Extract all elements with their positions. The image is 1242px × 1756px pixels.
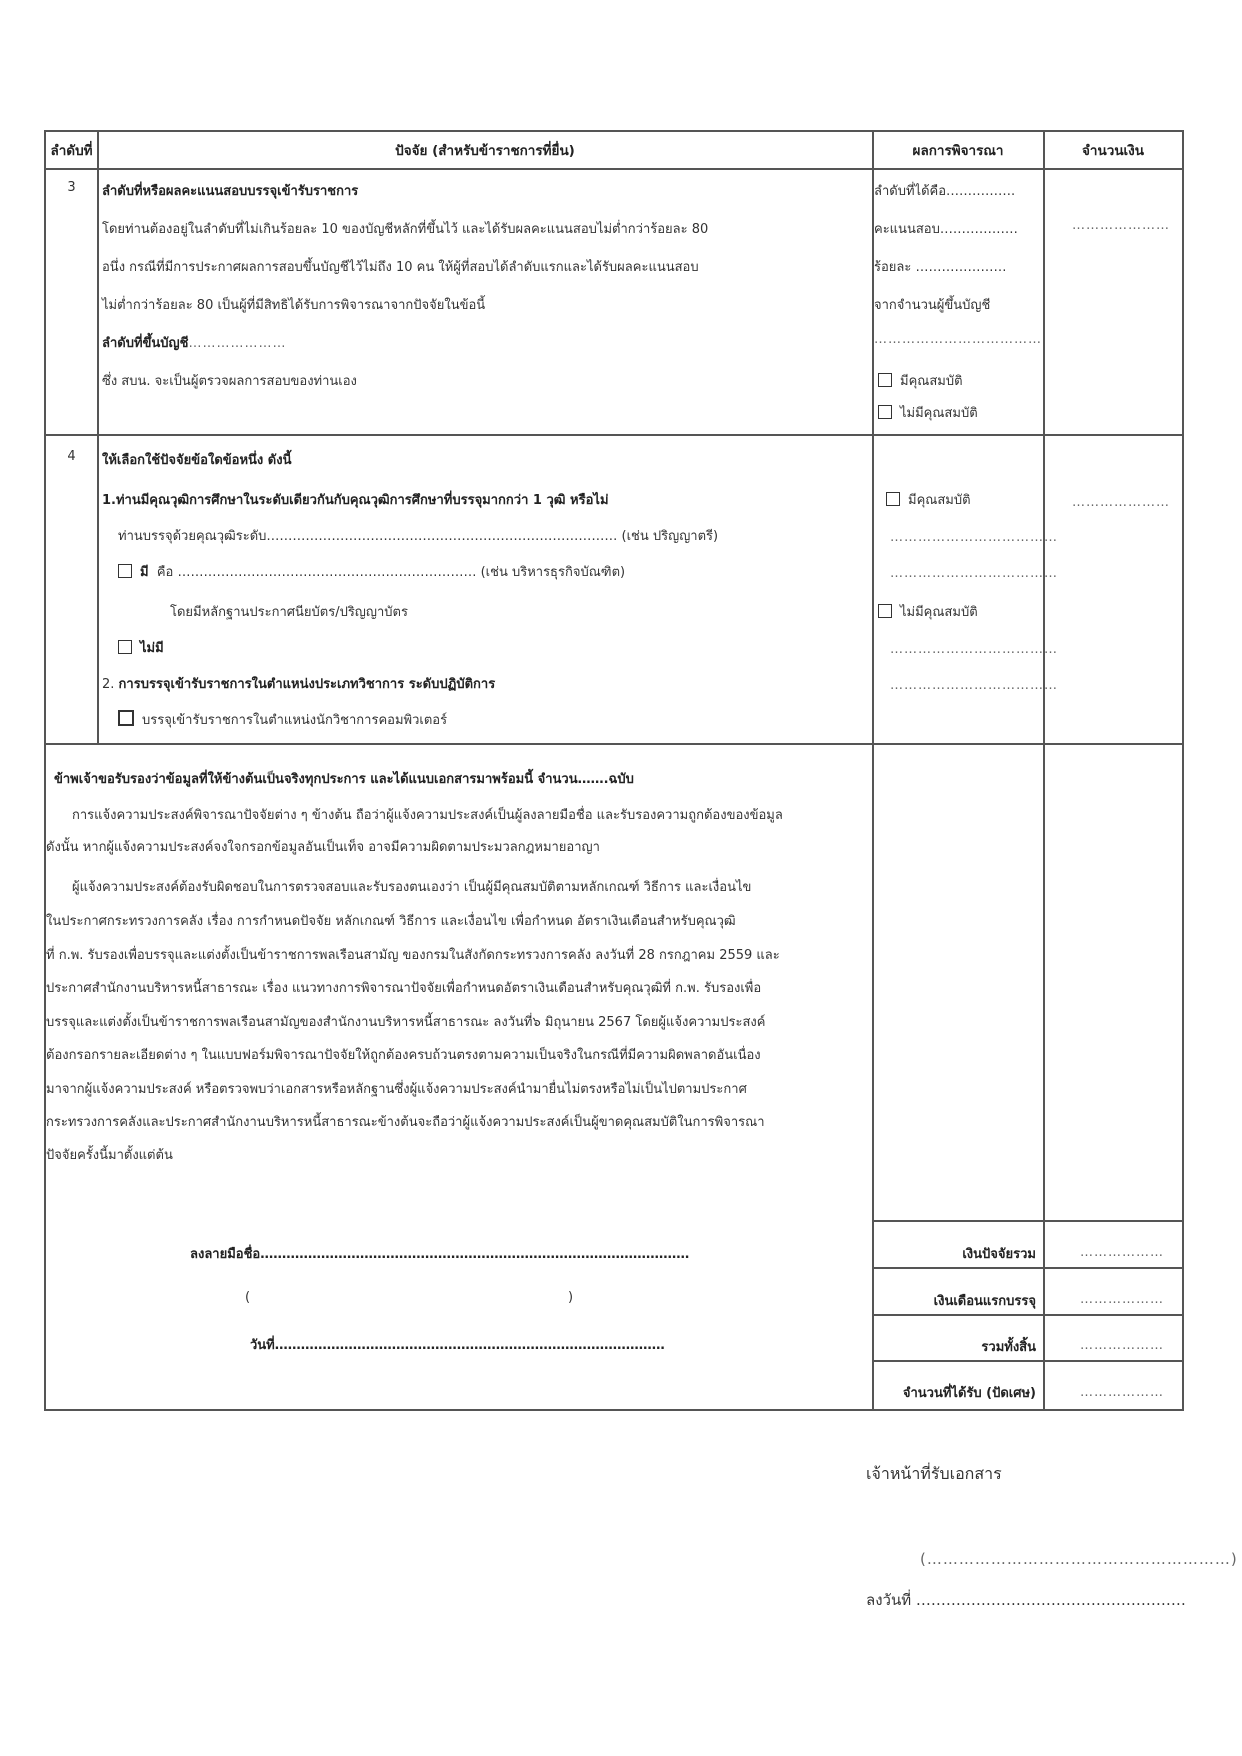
row4-has-checkbox[interactable] (118, 564, 132, 578)
signature-paren-open: ( (245, 1290, 251, 1305)
cert-p2-line9: ปัจจัยครั้งนี้มาตั้งแต่ต้น (46, 1148, 173, 1163)
row4-no: 4 (67, 449, 76, 464)
header-factor: ปัจจัย (สำหรับข้าราชการที่ยื่น) (395, 143, 575, 159)
row4-has-label: มี (140, 565, 149, 580)
row4-has-option[interactable] (118, 561, 625, 582)
grand-total-label: รวมทั้งสิ้น (981, 1340, 1036, 1355)
cert-p2-line5: บรรจุและแต่งตั้งเป็นข้าราชการพลเรือนสามัญของสำนักงานบริหารหนี้สาธารณะ ลงวันที่๖ มิถุนายน 2567 โดยผู้แจ้งความประสงค์ (46, 1015, 766, 1030)
row4-qualified-label: มีคุณสมบัติ (908, 493, 971, 508)
row3-rank-dots: ………………… (188, 336, 287, 351)
row3-qualified-checkbox[interactable] (878, 373, 892, 387)
row4-not-qualified-option[interactable] (878, 601, 978, 622)
row4-edu-line[interactable]: ท่านบรรจุด้วยคุณวุฒิระดับ……………………………………………………………………… (เช่น ปริญญาตรี) (118, 529, 719, 544)
row4-title: ให้เลือกใช้ปัจจัยข้อใดข้อหนึ่ง ดังนี้ (102, 453, 292, 468)
row4-result-dots-4[interactable]: ……………………………… (890, 678, 1058, 693)
row3-line3: ไม่ต่ำกว่าร้อยละ 80 เป็นผู้ที่มีสิทธิได้รับการพิจารณาจากปัจจัยในข้อนี้ (102, 298, 486, 313)
cert-p1-line1: การแจ้งความประสงค์พิจารณาปัจจัยต่าง ๆ ข้างต้น ถือว่าผู้แจ้งความประสงค์เป็นผู้ลงลายมือชื่อ และรับรองความถูกต้องของข้อมูล (72, 808, 783, 823)
row4-qualified-option[interactable] (886, 489, 971, 510)
first-salary-field[interactable]: ……………… (1080, 1292, 1164, 1307)
row3-no: 3 (67, 180, 76, 195)
row4-no-checkbox[interactable] (118, 640, 132, 654)
row4-item2 (102, 673, 495, 694)
header-amount: จำนวนเงิน (1082, 143, 1144, 159)
row4-amount-field[interactable]: ………………… (1072, 495, 1170, 510)
grand-total-field[interactable]: ……………… (1080, 1338, 1164, 1353)
officer-sign-line[interactable]: (…………………………………………………) (920, 1550, 1238, 1568)
row3-line2: อนึ่ง กรณีที่มีการประกาศผลการสอบขึ้นบัญชีไว้ไม่ถึง 10 คน ให้ผู้ที่สอบได้ลำดับแรกและได้รับผลคะแนนสอบ (102, 260, 699, 275)
row3-line1: โดยท่านต้องอยู่ในลำดับที่ไม่เกินร้อยละ 10 ของบัญชีหลักที่ขึ้นไว้ และได้รับผลคะแนนสอบไม่ต่ำกว่าร้อยละ 80 (102, 222, 709, 237)
officer-title: เจ้าหน้าที่รับเอกสาร (866, 1464, 1002, 1483)
row3-not-qualified-checkbox[interactable] (878, 405, 892, 419)
row3-rank-label: ลำดับที่ขึ้นบัญชี (102, 336, 189, 351)
row3-result-rank[interactable]: ลำดับที่ได้คือ……………. (874, 184, 1016, 199)
total-factor-label: เงินปัจจัยรวม (962, 1247, 1036, 1262)
cert-p2-line6: ต้องกรอกรายละเอียดต่าง ๆ ในแบบฟอร์มพิจารณาปัจจัยให้ถูกต้องครบถ้วนตรงตามความเป็นจริงในกรณีที่มีความผิดพลาดอันเนื่อง (46, 1048, 761, 1063)
officer-date-line[interactable]: ลงวันที่ ……………………………………………… (866, 1591, 1186, 1609)
row4-item2-text: การบรรจุเข้ารับราชการในตำแหน่งประเภทวิชาการ ระดับปฏิบัติการ (118, 677, 496, 692)
row3-not-qualified-label: ไม่มีคุณสมบัติ (900, 406, 978, 421)
cert-p1-line2: ดังนั้น หากผู้แจ้งความประสงค์จงใจกรอกข้อมูลอันเป็นเท็จ อาจมีความผิดตามประมวลกฎหมายอาญา (46, 840, 600, 855)
row3-not-qualified-option[interactable] (878, 402, 978, 423)
row3-result-percent[interactable]: ร้อยละ ………………… (874, 260, 1007, 275)
header-no: ลำดับที่ (50, 143, 93, 159)
header-result: ผลการพิจารณา (912, 143, 1004, 159)
signature-date-line[interactable]: วันที่……………………………………………………………………………… (250, 1338, 665, 1353)
row3-amount-field[interactable]: ………………… (1072, 218, 1170, 233)
row4-result-dots-1[interactable]: ……………………………… (890, 530, 1058, 545)
row3-qualified-label: มีคุณสมบัติ (900, 374, 963, 389)
row4-not-qualified-label: ไม่มีคุณสมบัติ (900, 605, 978, 620)
first-salary-label: เงินเดือนแรกบรรจุ (933, 1294, 1036, 1309)
cert-p2-line3: ที่ ก.พ. รับรองเพื่อบรรจุและแต่งตั้งเป็นข้าราชการพลเรือนสามัญ ของกรมในสังกัดกระทรวงการคลัง ลงวันที่ 28 กรกฎาคม 2559 และ (46, 948, 780, 963)
row3-title: ลำดับที่หรือผลคะแนนสอบบรรจุเข้ารับราชการ (102, 184, 359, 199)
row3-result-score[interactable]: คะแนนสอบ……………… (874, 222, 1018, 237)
cert-p2-line4: ประกาศสำนักงานบริหารหนี้สาธารณะ เรื่อง แนวทางการพิจารณาปัจจัยเพื่อกำหนดอัตราเงินเดือนสำหรับคุณวุฒิที่ ก.พ. รับรองเพื่อ (46, 981, 762, 996)
row4-qualified-checkbox[interactable] (886, 492, 900, 506)
total-factor-field[interactable]: ……………… (1080, 1245, 1164, 1260)
cert-p2-line8: กระทรวงการคลังและประกาศสำนักงานบริหารหนี้สาธารณะข้างต้นจะถือว่าผู้แจ้งความประสงค์เป็นผู้ขาดคุณสมบัติในการพิจารณา (46, 1115, 765, 1130)
row4-item2-option[interactable] (118, 709, 447, 730)
received-label: จำนวนที่ได้รับ (ปัดเศษ) (902, 1386, 1036, 1401)
row4-has-line: คือ …………………………………………………………… (เช่น บริหารธุรกิจบัณฑิต) (156, 565, 626, 580)
row3-qualified-option[interactable] (878, 370, 963, 391)
cert-title: ข้าพเจ้าขอรับรองว่าข้อมูลที่ให้ข้างต้นเป็นจริงทุกประการ และได้แนบเอกสารมาพร้อมนี้ จำนวน…….ฉบับ (54, 772, 634, 787)
row4-result-dots-3[interactable]: ……………………………… (890, 642, 1058, 657)
cert-p2-line1: ผู้แจ้งความประสงค์ต้องรับผิดชอบในการตรวจสอบและรับรองตนเองว่า เป็นผู้มีคุณสมบัติตามหลักเกณฑ์ วิธีการ และเงื่อนไข (72, 880, 752, 895)
row4-no-label: ไม่มี (140, 641, 164, 656)
signature-line[interactable]: ลงลายมือชื่อ……………………………………………………………………………………… (190, 1247, 690, 1262)
received-field[interactable]: ……………… (1080, 1385, 1164, 1400)
row3-note: ซึ่ง สบน. จะเป็นผู้ตรวจผลการสอบของท่านเอง (102, 374, 357, 389)
row4-item2-prefix: 2. (102, 677, 115, 692)
row4-evidence: โดยมีหลักฐานประกาศนียบัตร/ปริญญาบัตร (170, 605, 408, 620)
cert-p2-line7: มาจากผู้แจ้งความประสงค์ หรือตรวจพบว่าเอกสารหรือหลักฐานซึ่งผู้แจ้งความประสงค์นำมายื่นไม่ตรงหรือไม่เป็นไปตามประกาศ (46, 1082, 747, 1097)
row3-result-from: จากจำนวนผู้ขึ้นบัญชี (874, 298, 991, 313)
row3-result-dots[interactable]: ……………………………… (874, 332, 1042, 347)
row4-item1: 1.ท่านมีคุณวุฒิการศึกษาในระดับเดียวกันกับคุณวุฒิการศึกษาที่บรรจุมากกว่า 1 วุฒิ หรือไม่ (102, 493, 609, 508)
row4-not-qualified-checkbox[interactable] (878, 604, 892, 618)
row4-no-option[interactable] (118, 637, 164, 658)
row4-result-dots-2[interactable]: ……………………………… (890, 566, 1058, 581)
row4-item2-option-label: บรรจุเข้ารับราชการในตำแหน่งนักวิชาการคอมพิวเตอร์ (142, 713, 448, 728)
row3-rank-field[interactable] (102, 332, 286, 353)
row4-item2-checkbox[interactable] (118, 710, 134, 726)
cert-p2-line2: ในประกาศกระทรวงการคลัง เรื่อง การกำหนดปัจจัย หลักเกณฑ์ วิธีการ และเงื่อนไข เพื่อกำหนด อัตราเงินเดือนสำหรับคุณวุฒิ (46, 914, 736, 929)
signature-paren-close: ) (568, 1290, 574, 1305)
